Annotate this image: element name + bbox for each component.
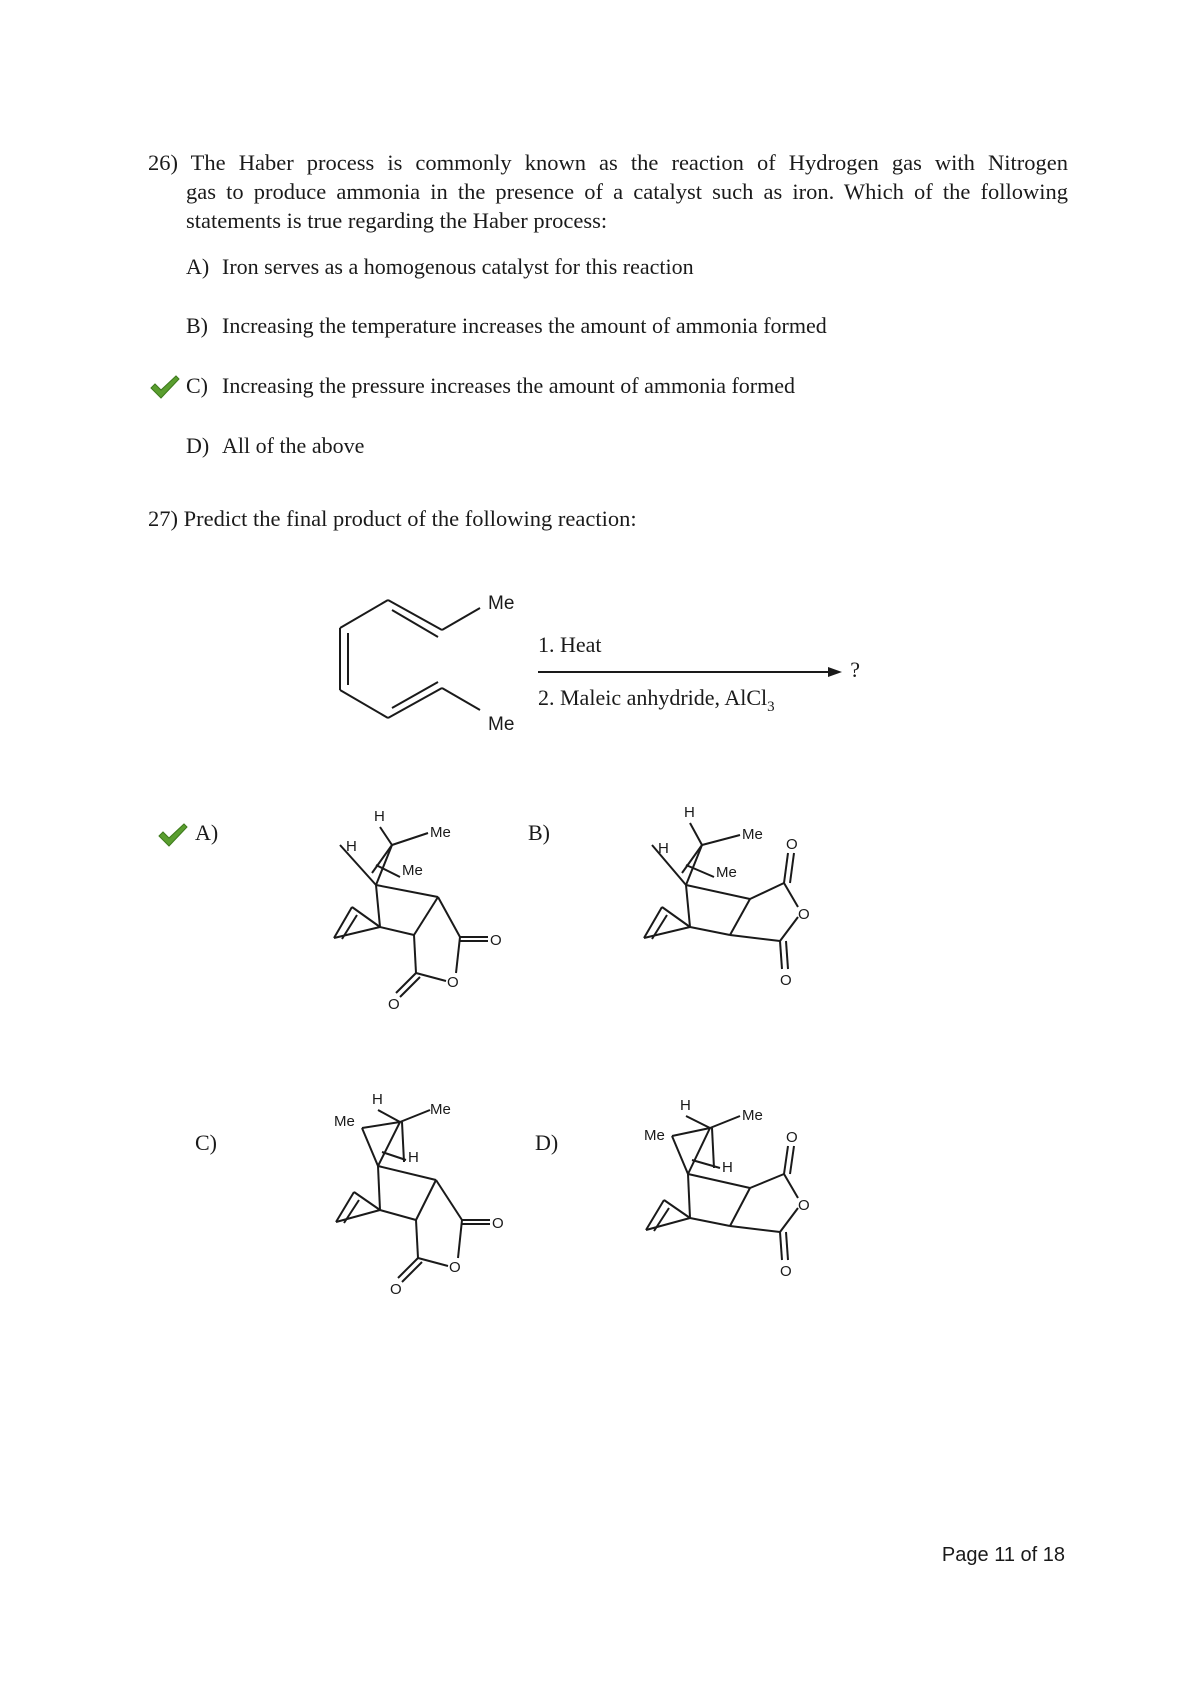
question-26-line-1: 26) The Haber process is commonly known as the reaction of Hydrogen gas with Nitrogen (148, 150, 1068, 175)
atom-label: O (447, 974, 459, 991)
atom-label: H (658, 840, 669, 857)
question-27-stem: 27) Predict the final product of the following reaction: (148, 506, 637, 531)
atom-label: H (680, 1097, 691, 1114)
atom-label: O (390, 1281, 402, 1298)
q26-option-c[interactable] (186, 372, 795, 400)
question-26-stem (148, 148, 1068, 235)
atom-label: H (346, 838, 357, 855)
atom-label: O (798, 906, 810, 923)
atom-label: H (722, 1159, 733, 1176)
answer-c-structure[interactable] (320, 1080, 520, 1310)
option-letter: C) (186, 373, 208, 398)
arrow-head-icon (828, 667, 842, 677)
question-26-line-3: statements is true regarding the Haber process: (186, 208, 608, 233)
atom-label: O (780, 972, 792, 989)
option-letter: A) (186, 254, 210, 279)
atom-label: H (372, 1091, 383, 1108)
atom-label: Me (742, 1107, 763, 1124)
answer-b-label[interactable]: B) (528, 820, 550, 845)
option-text: All of the above (222, 433, 365, 458)
option-text: Increasing the pressure increases the amount of ammonia formed (222, 373, 796, 398)
atom-label: O (388, 996, 400, 1013)
q26-option-b[interactable] (186, 312, 827, 340)
atom-label: O (780, 1263, 792, 1280)
option-text: Increasing the temperature increases the amount of ammonia formed (222, 313, 827, 338)
atom-label: Me (334, 1113, 355, 1130)
atom-label: Me (716, 864, 737, 881)
question-26-line-2: gas to produce ammonia in the presence of a catalyst such as iron. Which of the following (186, 179, 1068, 204)
option-letter: D) (186, 433, 210, 458)
q26-option-a[interactable] (186, 253, 694, 281)
reaction-scheme (320, 580, 860, 750)
answer-d-structure[interactable] (630, 1090, 830, 1300)
checkmark-icon (158, 823, 188, 847)
option-letter: B) (186, 313, 208, 338)
atom-label: H (408, 1149, 419, 1166)
answer-c-label[interactable]: C) (195, 1130, 217, 1155)
checkmark-icon (150, 375, 180, 399)
atom-label: Me (644, 1127, 665, 1144)
answer-d-label[interactable]: D) (535, 1130, 559, 1155)
reaction-step-1: 1. Heat (538, 632, 602, 657)
q26-option-d[interactable] (186, 432, 364, 460)
answer-a-label[interactable]: A) (195, 820, 219, 845)
atom-label: O (786, 1129, 798, 1146)
triene-structure (340, 600, 480, 718)
option-text: Iron serves as a homogenous catalyst for this reaction (222, 254, 694, 279)
atom-label: Me (430, 824, 451, 841)
atom-label: O (786, 836, 798, 853)
methyl-label-bottom: Me (488, 714, 515, 735)
atom-label: H (374, 808, 385, 825)
atom-label: O (449, 1259, 461, 1276)
answer-a-structure[interactable] (320, 795, 520, 1020)
atom-label: Me (742, 826, 763, 843)
methyl-label-top: Me (488, 593, 515, 614)
page-number: Page 11 of 18 (941, 1544, 1065, 1566)
atom-label: Me (402, 862, 423, 879)
atom-label: H (684, 804, 695, 821)
atom-label: Me (430, 1101, 451, 1118)
product-unknown: ? (850, 657, 860, 682)
atom-label: O (490, 932, 502, 949)
atom-label: O (798, 1197, 810, 1214)
reaction-step-2: 2. Maleic anhydride, AlCl$_3$ (538, 685, 775, 715)
atom-label: O (492, 1215, 504, 1232)
answer-b-structure[interactable] (630, 795, 830, 1005)
